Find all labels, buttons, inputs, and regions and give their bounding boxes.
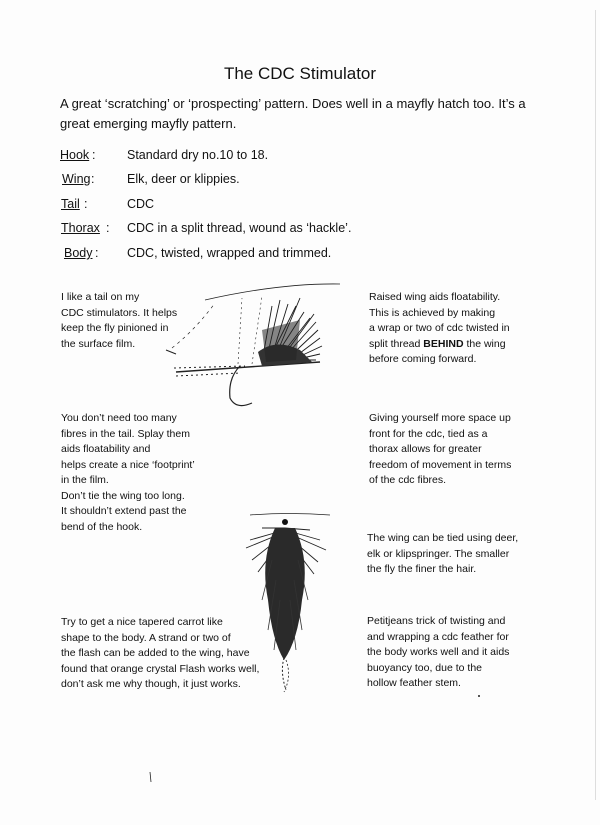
wing-note-text-end: the wing before coming forward. [369, 337, 506, 365]
spec-colon: : [95, 246, 99, 260]
spec-label-thorax: Thorax [61, 221, 100, 235]
scan-speck [478, 695, 480, 697]
spec-label-body: Body [64, 246, 93, 260]
spec-label-hook: Hook [60, 148, 90, 162]
carrot-note: Try to get a nice tapered carrot like shape to the body. A strand or two of the flash can be added to the wing, have found that orange crystal Flash works well, don’t ask me why though, it just works. [61, 616, 260, 690]
scan-edge-line [595, 10, 596, 800]
space-note: Giving yourself more space up front for the cdc, tied as a thorax allows for greater freedom of movement in terms of the cdc fibres. [369, 412, 512, 486]
tail-note: I like a tail on my CDC stimulators. It helps keep the fly pinioned in the surface film. [61, 291, 178, 350]
deer-note: The wing can be tied using deer, elk or klipspringer. The smaller the fly the finer the hair. [367, 532, 519, 575]
spec-value-thorax: CDC in a split thread, wound as ‘hackle’. [127, 221, 352, 235]
spec-value-wing: Elk, deer or klippies. [127, 172, 240, 186]
spec-colon: : [91, 172, 95, 186]
wing-note [369, 290, 510, 368]
spec-label-wing: Wing [62, 172, 91, 186]
spec-label-tail: Tail [61, 197, 80, 211]
fibres-note: You don’t need too many fibres in the tail. Splay them aids floatability and helps create a nice ‘footprint’ in the film. Don’t tie the wing too long. It shouldn’t extend past the bend of the hook. [61, 412, 195, 533]
page-title: The CDC Stimulator [223, 64, 377, 83]
spec-value-tail: CDC [127, 197, 155, 211]
petitjean-note: Petitjeans trick of twisting and and wrapping a cdc feather for the body works well and it aids buoyancy too, due to the hollow feather stem. [367, 615, 510, 689]
wing-note-emphasis: BEHIND [423, 337, 464, 350]
spec-colon: : [92, 148, 96, 162]
spec-value-hook: Standard dry no.10 to 18. [127, 148, 269, 162]
spec-colon: : [106, 221, 110, 235]
side-view-fly-sketch [166, 284, 340, 406]
spec-value-body: CDC, twisted, wrapped and trimmed. [127, 246, 332, 260]
intro-paragraph: A great ‘scratching’ or ‘prospecting’ pattern. Does well in a mayfly hatch too. It’s a great emerging mayfly pattern. [60, 96, 526, 131]
spec-colon: : [84, 197, 88, 211]
wing-note-text: Raised wing aids floatability. This is achieved by making a wrap or two of cdc twisted in split thread [369, 291, 510, 350]
